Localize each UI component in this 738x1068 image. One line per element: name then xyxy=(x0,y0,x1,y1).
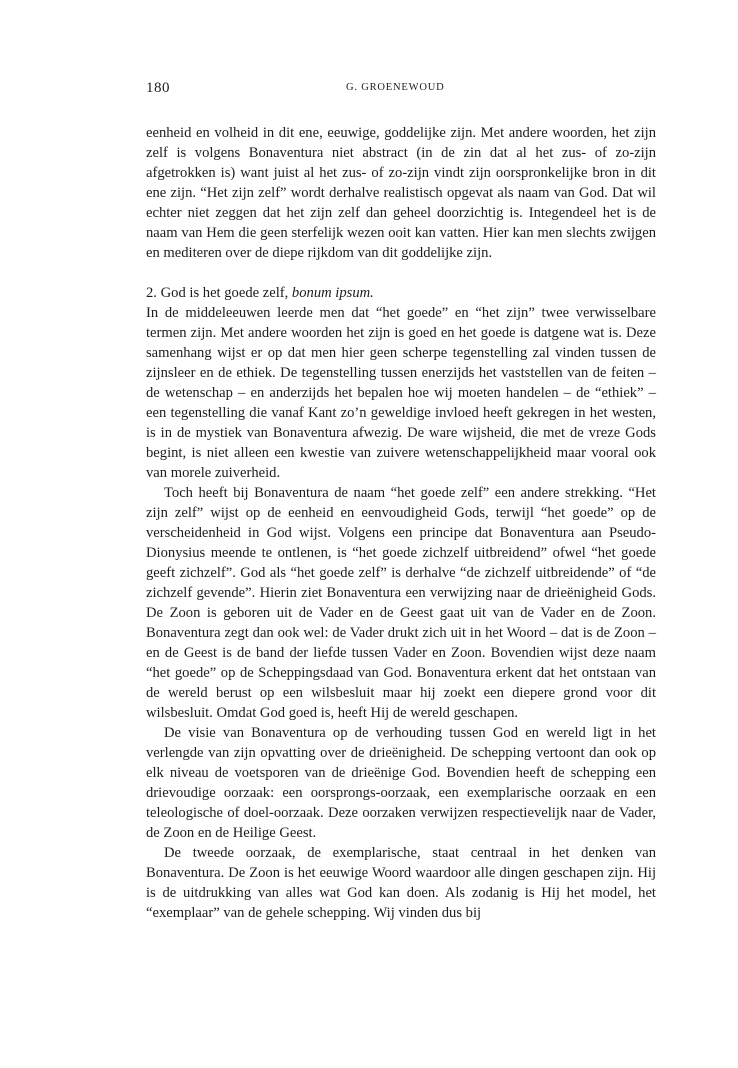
running-head-author: G. GROENEWOUD xyxy=(346,82,445,93)
section-gap xyxy=(146,263,656,283)
section-heading xyxy=(146,283,656,303)
paragraph-4: De visie van Bonaventura op de verhouding tussen God en wereld ligt in het verlengde van zijn opvatting over de drieënigheid. De schepping vertoont dan ook op elk niveau de voetsporen van de drieënige God. Bovendien heeft de schepping een drievoudige oorzaak: een oorsprongs-oorzaak, een exemplarische oorzaak en een teleologische of doel-oorzaak. Deze oorzaken verwijzen respectievelijk naar de Vader, de Zoon en de Heilige Geest. xyxy=(146,725,656,841)
section-title-latin: bonum ipsum. xyxy=(291,285,374,301)
section-title: God is het goede zelf, xyxy=(160,285,289,301)
paragraph-1: eenheid en volheid in dit ene, eeuwige, goddelijke zijn. Met andere woorden, het zijn zelf is volgens Bonaventura niet abstract (in de zin dat al het zus- of zo-zijn afgetrokken is) want juist al het zus- of zo-zijn vindt zijn oorspronkelijke bron in dit ene zijn. “Het zijn zelf” wordt derhalve realistisch opgevat als naam van God. Dat wil echter niet zeggen dat het zijn zelf dan geheel doorzichtig is. Integendeel het is de naam van Hem die geen sterfelijk wezen ooit kan vatten. Hier kan men slechts zwijgen en mediteren over de diepe rijkdom van dit goddelijke zijn. xyxy=(146,125,656,261)
paragraph-3: Toch heeft bij Bonaventura de naam “het goede zelf” een andere strekking. “Het zijn zelf” wijst op de eenheid en eenvoudigheid Gods, terwijl “het goede” op de verscheidenheid in God wijst. Volgens een principe dat Bonaventura aan Pseudo-Dionysius meende te ontlenen, is “het goede zichzelf uitbreidend” ofwel “het goede geeft zichzelf”. God als “het goede zelf” is derhalve “de zichzelf uitbreidende” of “de zichzelf gevende”. Hierin ziet Bonaventura een verwijzing naar de drieënigheid Gods. De Zoon is geboren uit de Vader en de Geest gaat uit van de Vader en de Zoon. Bonaventura zegt dan ook wel: de Vader drukt zich uit in het Woord – dat is de Zoon – en de Geest is de band der liefde tussen Vader en Zoon. Bovendien wijst deze naam “het goede” op de Scheppingsdaad van God. Bonaventura erkent dat het ontstaan van de wereld berust op een wilsbesluit maar hij zoekt een diepere grond voor dit wilsbesluit. Omdat God goed is, heeft Hij de wereld geschapen. xyxy=(146,485,656,721)
running-head xyxy=(146,80,656,100)
page-number: 180 xyxy=(146,80,170,96)
body-text xyxy=(146,123,656,923)
paragraph-2: In de middeleeuwen leerde men dat “het goede” en “het zijn” twee verwisselbare termen zijn. Met andere woorden het zijn is goed en het goede is datgene wat is. Deze samenhang wijst er op dat men hier geen scherpe tegenstelling zal vinden tussen de zijnsleer en de ethiek. De tegenstelling tussen enerzijds het vaststellen van de feiten – de wetenschap – en anderzijds het bepalen hoe wij moeten handelen – de “ethiek” – een tegenstelling die vanaf Kant zo’n geweldige invloed heeft gekregen in het westen, is in de mystiek van Bonaventura afwezig. De ware wijsheid, die met de vreze Gods begint, is niet alleen een kwestie van zuivere wetenschappelijkheid maar vooral ook van morele zuiverheid. xyxy=(146,305,656,481)
paragraph-5: De tweede oorzaak, de exemplarische, staat centraal in het denken van Bonaventura. De Zoon is het eeuwige Woord waardoor alle dingen geschapen zijn. Hij is de uitdrukking van alles wat God kan doen. Als zodanig is Hij het model, het “exemplaar” van de gehele schepping. Wij vinden dus bij xyxy=(146,845,656,921)
section-number: 2. xyxy=(146,285,157,301)
